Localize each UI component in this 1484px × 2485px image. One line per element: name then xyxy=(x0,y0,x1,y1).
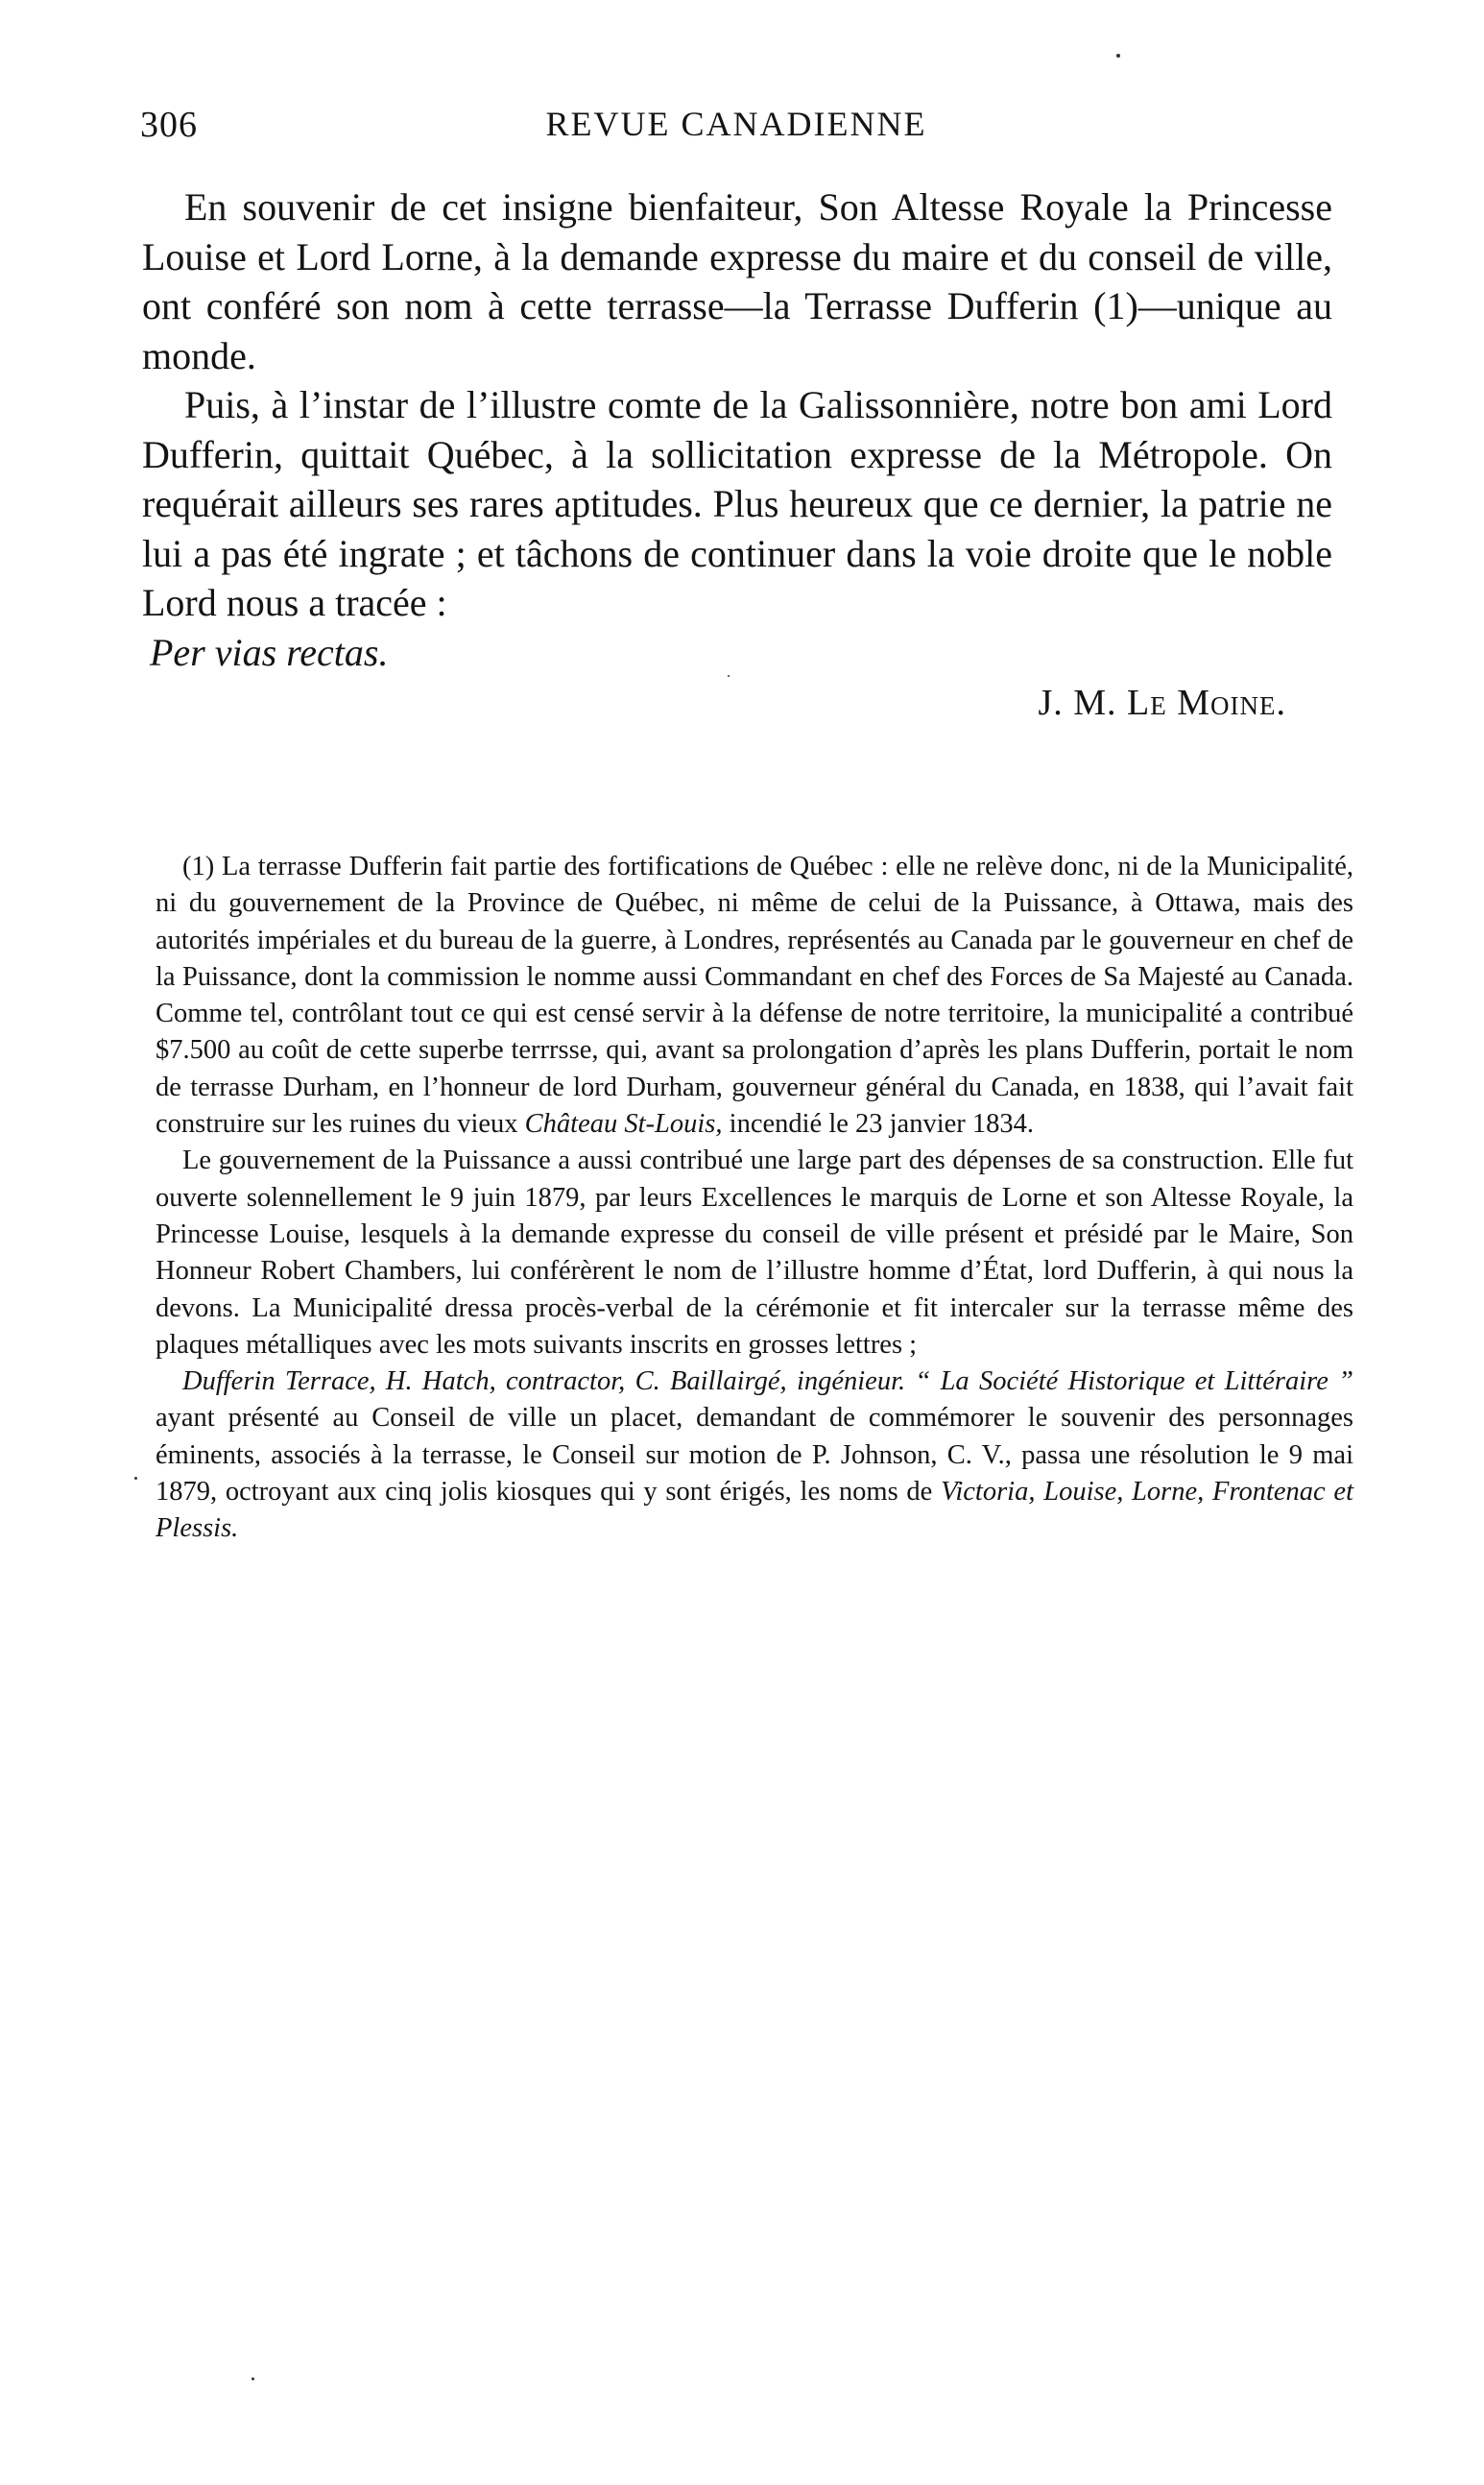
author-name: Le Moine. xyxy=(1127,683,1286,723)
footnote-1-end: incendié le 23 janvier 1834. xyxy=(722,1109,1035,1140)
footnote-1-italic: Château St-Louis, xyxy=(524,1109,723,1140)
footnote-paragraph xyxy=(156,1363,1353,1547)
running-title: REVUE CANADIENNE xyxy=(545,105,927,143)
kiosk-names: Victoria, Louise, Lorne, Frontenac et Plessis. xyxy=(156,1477,1353,1544)
ink-speck xyxy=(1116,54,1120,58)
footnote-1-text: (1) La terrasse Dufferin fait partie des fortifications de Québec : elle ne relève donc, ni de la Municipalité, ni du gouvernement de la Province de Québec, ni même de celui de la Puissance, à Ottawa, mais des autorités impériales et du bureau de la guerre, à Londres, représentés au Canada par le gouverneur en chef de la Puissance, dont la commission le nomme aussi Commandant en chef des Forces de Sa Majesté au Canada. Comme tel, contrôlant tout ce qui est censé servir à la défense de notre territoire, la municipalité a contribué $7.500 au coût de cette superbe terrrsse, qui, avant sa prolongation d’après les plans Dufferin, portait le nom de terrasse Durham, en l’honneur de lord Durham, gouverneur général du Canada, en 1838, qui l’avait fait construire sur les ruines du vieux xyxy=(156,852,1353,1140)
footnote-paragraph: Le gouvernement de la Puissance a aussi contribué une large part des dépenses de sa construction. Elle fut ouverte solennellement le 9 juin 1879, par leurs Excellences le marquis de Lorne et son Altesse Royale, la Princesse Louise, lesquels à la demande expresse du conseil de ville présent et présidé par le Maire, Son Honneur Robert Chambers, lui conférèrent le nom de l’illustre homme d’État, lord Dufferin, à qui nous la devons. La Municipalité dressa procès-verbal de la cérémonie et fit intercaler sur la terrasse même des plaques métalliques avec les mots suivants inscrits en grosses lettres ; xyxy=(156,1146,1353,1360)
ink-speck xyxy=(251,2377,254,2380)
paragraph: Puis, à l’instar de l’illustre comte de la Galissonnière, notre bon ami Lord Dufferin, quittait Québec, à la sollicitation expresse de la Métropole. On requérait ailleurs ses rares aptitudes. Plus heureux que ce dernier, la patrie ne lui a pas été ingrate ; et tâchons de continuer dans la voie droite que le noble Lord nous a tracée : xyxy=(142,383,1332,624)
motto: Per vias rectas. xyxy=(150,630,389,674)
paragraph: En souvenir de cet insigne bienfaiteur, Son Altesse Royale la Princesse Louise et Lord Lorne, à la demande expresse du maire et du conseil de ville, ont conféré son nom à cette terrasse—la Terrasse Dufferin (1)—unique au monde. xyxy=(142,185,1332,377)
inscription-text: ayant présenté au Conseil de ville un placet, demandant de commémorer le souvenir des personnages éminents, associés à la terrasse, le Conseil sur motion de P. Johnson, C. V., passa une résolution le 9 mai 1879, octroyant aux cinq jolis kiosques qui y sont érigés, les noms de xyxy=(156,1403,1353,1508)
ink-speck xyxy=(728,675,730,677)
footnote-block xyxy=(156,849,1353,1548)
author-initials: J. M. xyxy=(1038,683,1117,723)
footnote-1 xyxy=(156,849,1353,1143)
main-text xyxy=(142,182,1332,677)
ink-speck xyxy=(134,1477,137,1480)
page-header xyxy=(140,104,1332,152)
author-signature xyxy=(1038,682,1286,724)
page-number: 306 xyxy=(140,105,198,145)
inscription-italic: Dufferin Terrace, H. Hatch, contractor, C. Baillairgé, ingénieur. “ La Société Historique et Littéraire ” xyxy=(182,1366,1353,1397)
